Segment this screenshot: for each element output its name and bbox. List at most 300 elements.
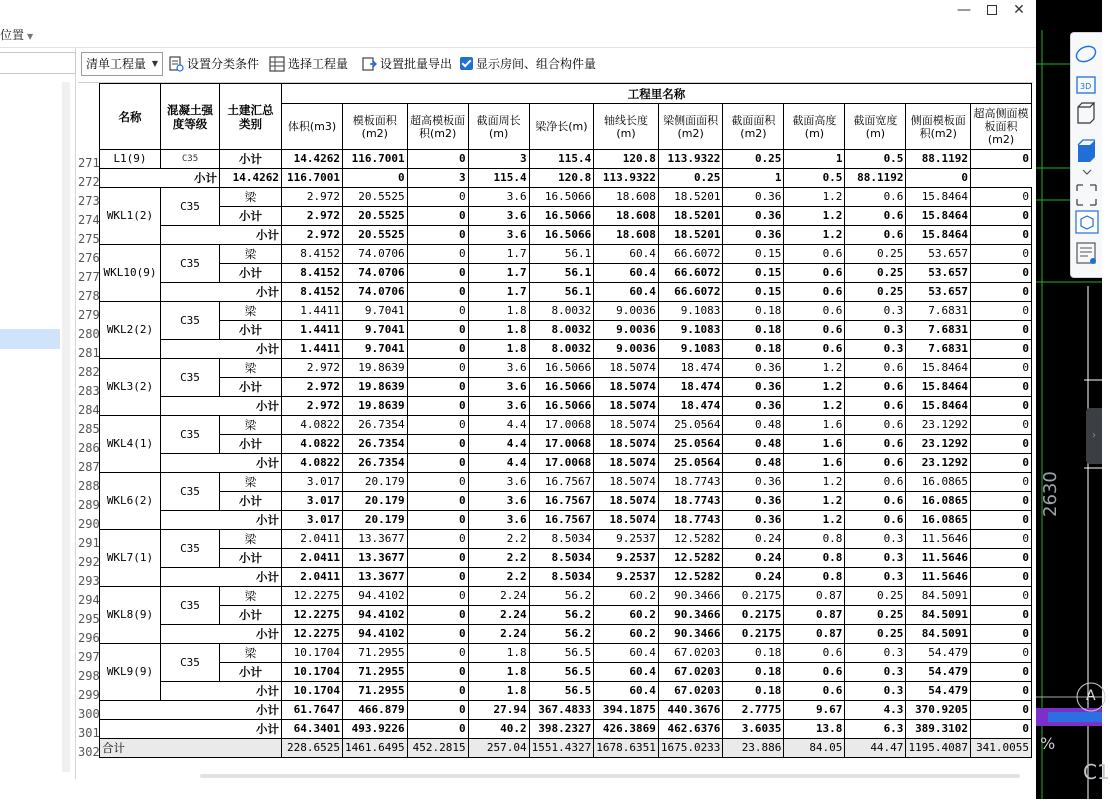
cell-value[interactable]: 90.3466 xyxy=(658,587,723,606)
cell-value[interactable]: 0 xyxy=(971,625,1032,644)
box-view-icon[interactable] xyxy=(1078,103,1094,123)
cell-value[interactable]: 12.5282 xyxy=(658,568,723,587)
cell-value[interactable]: 2.972 xyxy=(282,207,343,226)
cell-value[interactable]: 60.2 xyxy=(594,625,659,644)
cell-value[interactable]: 94.4102 xyxy=(343,625,408,644)
cell-value[interactable]: 1.2 xyxy=(784,492,845,511)
cell-value[interactable]: 16.7567 xyxy=(529,473,594,492)
table-row[interactable] xyxy=(100,644,1032,663)
expand-toggle-icon[interactable] xyxy=(1083,170,1091,174)
cell-value[interactable]: 9.7041 xyxy=(343,321,408,340)
cell-value[interactable]: 60.4 xyxy=(594,644,659,663)
cell-value[interactable]: 440.3676 xyxy=(658,701,723,720)
cell-value[interactable]: 18.5074 xyxy=(594,473,659,492)
cell-value[interactable]: 0.6 xyxy=(845,416,906,435)
cell-value[interactable]: 25.0564 xyxy=(658,454,723,473)
scrollbar-thumb[interactable] xyxy=(200,774,1020,778)
row-number[interactable]: 293 xyxy=(78,574,100,588)
cell-value[interactable]: 0 xyxy=(971,454,1032,473)
table-row[interactable] xyxy=(100,549,1032,568)
cell-value[interactable]: 74.0706 xyxy=(343,283,408,302)
cell-value[interactable]: 4.3 xyxy=(845,701,906,720)
cell-value[interactable]: 9.7041 xyxy=(343,340,408,359)
cell-value[interactable]: 3.6 xyxy=(468,359,529,378)
cell-type[interactable]: 小计 xyxy=(220,606,282,625)
header-col-7[interactable]: 截面面积(m2) xyxy=(723,104,784,150)
row-number[interactable]: 286 xyxy=(78,441,100,455)
cell-value[interactable]: 493.9226 xyxy=(343,720,408,739)
row-number[interactable]: 297 xyxy=(78,650,100,664)
cell-value[interactable]: 12.5282 xyxy=(658,530,723,549)
cell-value[interactable]: 27.94 xyxy=(468,701,529,720)
row-number[interactable]: 285 xyxy=(78,422,100,436)
cell-value[interactable]: 0.18 xyxy=(723,302,784,321)
cell-value[interactable]: 0.6 xyxy=(845,511,906,530)
table-row[interactable] xyxy=(100,321,1032,340)
cell-value[interactable]: 1.8 xyxy=(468,340,529,359)
cell-grade[interactable]: C35 xyxy=(161,150,220,169)
cell-value[interactable]: 0.36 xyxy=(723,511,784,530)
cell-value[interactable]: 0 xyxy=(407,454,468,473)
table-row[interactable] xyxy=(100,606,1032,625)
cell-value[interactable]: 1.2 xyxy=(784,188,845,207)
cell-value[interactable]: 1.6 xyxy=(784,416,845,435)
cell-value[interactable]: 18.5074 xyxy=(594,511,659,530)
left-selected-item[interactable] xyxy=(0,329,60,349)
cell-value[interactable]: 0.6 xyxy=(845,492,906,511)
cell-grade[interactable]: C35 xyxy=(161,644,220,682)
cell-value[interactable]: 11.5646 xyxy=(906,549,971,568)
row-number[interactable]: 292 xyxy=(78,555,100,569)
cell-value[interactable]: 1.8 xyxy=(468,682,529,701)
cell-value[interactable]: 1.2 xyxy=(784,207,845,226)
cell-value[interactable]: 56.5 xyxy=(529,663,594,682)
cell-value[interactable]: 0 xyxy=(407,416,468,435)
table-row[interactable] xyxy=(100,283,1032,302)
cell-value[interactable]: 0.3 xyxy=(845,530,906,549)
row-number[interactable]: 291 xyxy=(78,536,100,550)
row-number[interactable]: 302 xyxy=(78,745,100,759)
cell-value[interactable]: 4.0822 xyxy=(282,416,343,435)
row-number[interactable]: 276 xyxy=(78,251,100,265)
cell-value[interactable]: 0 xyxy=(407,226,468,245)
header-col-10[interactable]: 侧面模板面积(m2) xyxy=(906,104,971,150)
cell-value[interactable]: 23.886 xyxy=(723,739,784,758)
cell-subtotal-label[interactable]: 小计 xyxy=(161,283,282,302)
cell-subtotal-label[interactable]: 小计 xyxy=(100,169,220,188)
cell-value[interactable]: 0.18 xyxy=(723,644,784,663)
cell-value[interactable]: 10.1704 xyxy=(282,682,343,701)
cell-value[interactable]: 0.36 xyxy=(723,397,784,416)
cell-value[interactable]: 0 xyxy=(971,720,1032,739)
cell-type[interactable]: 梁 xyxy=(220,530,282,549)
cell-value[interactable]: 1.7 xyxy=(468,264,529,283)
cell-value[interactable]: 8.4152 xyxy=(282,283,343,302)
table-row[interactable] xyxy=(100,188,1032,207)
cell-value[interactable]: 3.6 xyxy=(468,207,529,226)
cell-value[interactable]: 26.7354 xyxy=(343,416,408,435)
cell-value[interactable]: 19.8639 xyxy=(343,397,408,416)
header-col-6[interactable]: 梁侧面面积(m2) xyxy=(658,104,723,150)
cell-value[interactable]: 20.5525 xyxy=(343,188,408,207)
cell-value[interactable]: 2.24 xyxy=(468,606,529,625)
cell-value[interactable]: 0.18 xyxy=(723,663,784,682)
cell-value[interactable]: 1.8 xyxy=(468,663,529,682)
cell-type[interactable]: 梁 xyxy=(220,359,282,378)
cell-value[interactable]: 3.017 xyxy=(282,492,343,511)
cell-value[interactable]: 0 xyxy=(971,568,1032,587)
cell-value[interactable]: 0 xyxy=(407,473,468,492)
table-row[interactable] xyxy=(100,435,1032,454)
cell-value[interactable]: 1.8 xyxy=(468,321,529,340)
header-col-3[interactable]: 截面周长(m) xyxy=(468,104,529,150)
cell-value[interactable]: 0 xyxy=(407,264,468,283)
cell-value[interactable]: 56.1 xyxy=(529,245,594,264)
cell-subtotal-label[interactable]: 小计 xyxy=(161,625,282,644)
cell-value[interactable]: 7.6831 xyxy=(906,302,971,321)
cell-value[interactable]: 116.7001 xyxy=(282,169,343,188)
cell-value[interactable]: 0.18 xyxy=(723,321,784,340)
cell-value[interactable]: 18.608 xyxy=(594,226,659,245)
cell-value[interactable]: 0.25 xyxy=(845,625,906,644)
cell-value[interactable]: 0 xyxy=(906,169,971,188)
cell-value[interactable]: 71.2955 xyxy=(343,644,408,663)
table-row[interactable] xyxy=(100,720,1032,739)
cell-value[interactable]: 0.24 xyxy=(723,549,784,568)
cell-value[interactable]: 0 xyxy=(971,435,1032,454)
cell-name[interactable]: WKL9(9) xyxy=(100,644,161,701)
cell-value[interactable]: 20.5525 xyxy=(343,207,408,226)
cell-name[interactable]: WKL2(2) xyxy=(100,302,161,359)
table-row[interactable] xyxy=(100,359,1032,378)
select-frame-icon[interactable] xyxy=(1077,185,1096,205)
cell-value[interactable]: 0 xyxy=(407,549,468,568)
cell-value[interactable]: 0.6 xyxy=(845,226,906,245)
cell-value[interactable]: 16.0865 xyxy=(906,473,971,492)
table-row[interactable] xyxy=(100,397,1032,416)
cell-name[interactable]: WKL3(2) xyxy=(100,359,161,416)
row-number[interactable]: 300 xyxy=(78,707,100,721)
cell-type[interactable]: 梁 xyxy=(220,587,282,606)
cell-value[interactable]: 3.017 xyxy=(282,473,343,492)
cell-value[interactable]: 60.4 xyxy=(594,245,659,264)
cell-value[interactable]: 23.1292 xyxy=(906,416,971,435)
cell-value[interactable]: 0 xyxy=(407,625,468,644)
cell-value[interactable]: 18.5074 xyxy=(594,492,659,511)
cell-value[interactable]: 16.5066 xyxy=(529,359,594,378)
show-rooms-checkbox[interactable] xyxy=(460,54,596,74)
cell-value[interactable]: 0.36 xyxy=(723,207,784,226)
cell-value[interactable]: 15.8464 xyxy=(906,397,971,416)
table-row[interactable] xyxy=(100,169,1032,188)
rotate-view-icon[interactable] xyxy=(1074,43,1098,64)
table-row[interactable] xyxy=(100,568,1032,587)
cell-value[interactable]: 1.2 xyxy=(784,378,845,397)
cell-type[interactable]: 小计 xyxy=(220,492,282,511)
cell-value[interactable]: 56.1 xyxy=(529,283,594,302)
cell-value[interactable]: 0.3 xyxy=(845,568,906,587)
cell-value[interactable]: 84.5091 xyxy=(906,606,971,625)
cell-value[interactable]: 9.0036 xyxy=(594,302,659,321)
cell-value[interactable]: 2.972 xyxy=(282,226,343,245)
row-number[interactable]: 289 xyxy=(78,498,100,512)
cell-value[interactable]: 2.972 xyxy=(282,359,343,378)
cell-type[interactable]: 小计 xyxy=(220,663,282,682)
cell-value[interactable]: 257.04 xyxy=(468,739,529,758)
cell-value[interactable]: 8.4152 xyxy=(282,245,343,264)
cell-subtotal-label[interactable]: 小计 xyxy=(100,720,282,739)
cell-value[interactable]: 9.1083 xyxy=(658,340,723,359)
cell-value[interactable]: 120.8 xyxy=(594,150,659,169)
cell-value[interactable]: 14.4262 xyxy=(220,169,282,188)
row-number[interactable]: 287 xyxy=(78,460,100,474)
set-classify-button[interactable] xyxy=(168,54,259,74)
quantity-type-select[interactable] xyxy=(81,52,163,76)
cell-value[interactable]: 0.36 xyxy=(723,473,784,492)
cell-value[interactable]: 1.6 xyxy=(784,454,845,473)
cell-value[interactable]: 88.1192 xyxy=(906,150,971,169)
row-number[interactable]: 282 xyxy=(78,365,100,379)
cell-value[interactable]: 0.5 xyxy=(784,169,845,188)
cell-value[interactable]: 0.6 xyxy=(845,397,906,416)
cell-value[interactable]: 0 xyxy=(407,302,468,321)
cell-value[interactable]: 0.3 xyxy=(845,340,906,359)
cell-value[interactable]: 8.5034 xyxy=(529,549,594,568)
cell-value[interactable]: 17.0068 xyxy=(529,416,594,435)
cell-type[interactable]: 小计 xyxy=(220,378,282,397)
cell-value[interactable]: 8.0032 xyxy=(529,302,594,321)
cell-value[interactable]: 0 xyxy=(407,663,468,682)
cell-value[interactable]: 0.2175 xyxy=(723,625,784,644)
cell-value[interactable]: 0 xyxy=(407,492,468,511)
cell-value[interactable]: 67.0203 xyxy=(658,663,723,682)
cell-value[interactable]: 0.18 xyxy=(723,682,784,701)
cell-subtotal-label[interactable]: 小计 xyxy=(161,682,282,701)
cell-value[interactable]: 0.6 xyxy=(845,435,906,454)
cell-value[interactable]: 0 xyxy=(971,226,1032,245)
cell-value[interactable]: 462.6376 xyxy=(658,720,723,739)
cell-value[interactable]: 0.25 xyxy=(845,587,906,606)
cell-value[interactable]: 53.657 xyxy=(906,283,971,302)
cell-value[interactable]: 0.36 xyxy=(723,378,784,397)
cell-value[interactable]: 0 xyxy=(971,606,1032,625)
cell-value[interactable]: 18.608 xyxy=(594,188,659,207)
cell-value[interactable]: 0.3 xyxy=(845,549,906,568)
cell-grade[interactable]: C35 xyxy=(161,530,220,568)
cell-value[interactable]: 8.5034 xyxy=(529,568,594,587)
cell-grade[interactable]: C35 xyxy=(161,245,220,283)
cell-value[interactable]: 0 xyxy=(407,701,468,720)
cell-value[interactable]: 0.87 xyxy=(784,587,845,606)
cell-value[interactable]: 0 xyxy=(971,321,1032,340)
cell-value[interactable]: 0.25 xyxy=(845,264,906,283)
header-grade[interactable]: 混凝土强度等级 xyxy=(161,84,220,150)
cell-value[interactable]: 9.7041 xyxy=(343,302,408,321)
header-col-11[interactable]: 超高侧面模板面积(m2) xyxy=(971,104,1032,150)
cell-value[interactable]: 0 xyxy=(407,644,468,663)
cell-value[interactable]: 4.0822 xyxy=(282,435,343,454)
cell-type[interactable]: 小计 xyxy=(220,150,282,169)
cell-value[interactable]: 16.5066 xyxy=(529,397,594,416)
cell-value[interactable]: 0.5 xyxy=(845,150,906,169)
cell-value[interactable]: 60.4 xyxy=(594,264,659,283)
row-number[interactable]: 295 xyxy=(78,612,100,626)
cell-value[interactable]: 67.0203 xyxy=(658,682,723,701)
cell-value[interactable]: 0.8 xyxy=(784,568,845,587)
table-row[interactable] xyxy=(100,682,1032,701)
cell-value[interactable]: 0.2175 xyxy=(723,606,784,625)
cell-value[interactable]: 115.4 xyxy=(529,150,594,169)
cell-value[interactable]: 0 xyxy=(971,283,1032,302)
cell-value[interactable]: 9.1083 xyxy=(658,302,723,321)
cell-value[interactable]: 0 xyxy=(407,283,468,302)
cell-value[interactable]: 398.2327 xyxy=(529,720,594,739)
cell-type[interactable]: 小计 xyxy=(220,264,282,283)
cell-value[interactable]: 1.4411 xyxy=(282,302,343,321)
cell-value[interactable]: 16.7567 xyxy=(529,511,594,530)
cell-name[interactable]: WKL6(2) xyxy=(100,473,161,530)
cell-value[interactable]: 2.24 xyxy=(468,625,529,644)
table-row[interactable] xyxy=(100,264,1032,283)
cell-value[interactable]: 116.7001 xyxy=(343,150,408,169)
cell-value[interactable]: 13.3677 xyxy=(343,568,408,587)
cell-name[interactable]: WKL7(1) xyxy=(100,530,161,587)
row-number[interactable]: 296 xyxy=(78,631,100,645)
cell-value[interactable]: 18.5074 xyxy=(594,397,659,416)
cell-value[interactable]: 0.36 xyxy=(723,226,784,245)
table-row[interactable] xyxy=(100,454,1032,473)
cell-value[interactable]: 0 xyxy=(971,245,1032,264)
cell-value[interactable]: 54.479 xyxy=(906,663,971,682)
cell-value[interactable]: 6.3 xyxy=(845,720,906,739)
cell-value[interactable]: 10.1704 xyxy=(282,644,343,663)
cell-value[interactable]: 0.24 xyxy=(723,530,784,549)
cell-value[interactable]: 20.5525 xyxy=(343,226,408,245)
cell-value[interactable]: 0 xyxy=(407,606,468,625)
cell-value[interactable]: 0.48 xyxy=(723,416,784,435)
cell-value[interactable]: 3.6 xyxy=(468,397,529,416)
cell-value[interactable]: 452.2815 xyxy=(407,739,468,758)
cell-value[interactable]: 18.5201 xyxy=(658,226,723,245)
cell-value[interactable]: 3 xyxy=(468,150,529,169)
cell-value[interactable]: 0.6 xyxy=(784,340,845,359)
cell-value[interactable]: 25.0564 xyxy=(658,435,723,454)
cell-value[interactable]: 9.67 xyxy=(784,701,845,720)
cell-value[interactable]: 0.6 xyxy=(845,207,906,226)
cell-type[interactable]: 梁 xyxy=(220,644,282,663)
cell-value[interactable]: 18.474 xyxy=(658,397,723,416)
cell-value[interactable]: 3.6 xyxy=(468,473,529,492)
cell-value[interactable]: 15.8464 xyxy=(906,188,971,207)
cell-value[interactable]: 0.15 xyxy=(723,264,784,283)
cell-value[interactable]: 66.6072 xyxy=(658,264,723,283)
cell-value[interactable]: 9.0036 xyxy=(594,340,659,359)
cell-grade[interactable]: C35 xyxy=(161,359,220,397)
row-number[interactable]: 284 xyxy=(78,403,100,417)
cell-value[interactable]: 84.5091 xyxy=(906,625,971,644)
cell-value[interactable]: 18.5201 xyxy=(658,188,723,207)
cell-value[interactable]: 40.2 xyxy=(468,720,529,739)
cell-value[interactable]: 12.2275 xyxy=(282,606,343,625)
component-view-icon[interactable] xyxy=(1076,211,1098,233)
cell-value[interactable]: 0.25 xyxy=(845,606,906,625)
cell-value[interactable]: 2.24 xyxy=(468,587,529,606)
cell-value[interactable]: 17.0068 xyxy=(529,454,594,473)
cell-value[interactable]: 90.3466 xyxy=(658,625,723,644)
cell-value[interactable]: 0 xyxy=(407,321,468,340)
cell-value[interactable]: 7.6831 xyxy=(906,321,971,340)
header-col-0[interactable]: 体积(m3) xyxy=(282,104,343,150)
cell-value[interactable]: 3.6035 xyxy=(723,720,784,739)
cell-value[interactable]: 2.7775 xyxy=(723,701,784,720)
cell-value[interactable]: 13.8 xyxy=(784,720,845,739)
cell-value[interactable]: 120.8 xyxy=(529,169,594,188)
cell-value[interactable]: 11.5646 xyxy=(906,530,971,549)
cell-value[interactable]: 18.5074 xyxy=(594,378,659,397)
cell-value[interactable]: 9.2537 xyxy=(594,568,659,587)
header-col-8[interactable]: 截面高度(m) xyxy=(784,104,845,150)
cell-value[interactable]: 0.36 xyxy=(723,359,784,378)
cell-value[interactable]: 0 xyxy=(407,378,468,397)
cell-value[interactable]: 1.8 xyxy=(468,302,529,321)
cell-value[interactable]: 18.7743 xyxy=(658,511,723,530)
cell-value[interactable]: 15.8464 xyxy=(906,226,971,245)
cell-value[interactable]: 0 xyxy=(407,340,468,359)
cell-value[interactable]: 2.0411 xyxy=(282,530,343,549)
header-col-1[interactable]: 模板面积(m2) xyxy=(343,104,408,150)
cell-value[interactable]: 8.0032 xyxy=(529,321,594,340)
cell-value[interactable]: 20.179 xyxy=(343,492,408,511)
header-col-5[interactable]: 轴线长度(m) xyxy=(594,104,659,150)
cell-name[interactable]: WKL1(2) xyxy=(100,188,161,245)
cell-type[interactable]: 梁 xyxy=(220,473,282,492)
cell-grade[interactable]: C35 xyxy=(161,302,220,340)
cell-value[interactable]: 12.5282 xyxy=(658,549,723,568)
cell-value[interactable]: 19.8639 xyxy=(343,378,408,397)
cell-value[interactable]: 0 xyxy=(407,435,468,454)
cell-value[interactable]: 0 xyxy=(407,511,468,530)
cell-value[interactable]: 20.179 xyxy=(343,511,408,530)
cell-value[interactable]: 0 xyxy=(407,188,468,207)
row-number[interactable]: 275 xyxy=(78,232,100,246)
collapse-side-tab[interactable] xyxy=(1086,408,1102,464)
cell-total-label[interactable]: 合计 xyxy=(100,739,282,758)
cell-value[interactable]: 4.4 xyxy=(468,416,529,435)
cell-value[interactable]: 8.0032 xyxy=(529,340,594,359)
cell-value[interactable]: 0.3 xyxy=(845,321,906,340)
cell-subtotal-label[interactable]: 小计 xyxy=(100,701,282,720)
row-number[interactable]: 278 xyxy=(78,289,100,303)
cell-value[interactable]: 90.3466 xyxy=(658,606,723,625)
cell-value[interactable]: 0.3 xyxy=(845,663,906,682)
cell-value[interactable]: 0 xyxy=(407,568,468,587)
cell-value[interactable]: 26.7354 xyxy=(343,454,408,473)
cell-value[interactable]: 1.4411 xyxy=(282,321,343,340)
cell-value[interactable]: 19.8639 xyxy=(343,359,408,378)
cell-value[interactable]: 0.3 xyxy=(845,302,906,321)
cell-value[interactable]: 1.4411 xyxy=(282,340,343,359)
cell-value[interactable]: 54.479 xyxy=(906,682,971,701)
cell-value[interactable]: 3.6 xyxy=(468,492,529,511)
cell-value[interactable]: 74.0706 xyxy=(343,264,408,283)
cell-value[interactable]: 53.657 xyxy=(906,264,971,283)
row-number[interactable]: 301 xyxy=(78,726,100,740)
cell-value[interactable]: 3.6 xyxy=(468,378,529,397)
cell-value[interactable]: 11.5646 xyxy=(906,568,971,587)
cell-value[interactable]: 0 xyxy=(971,207,1032,226)
table-row[interactable] xyxy=(100,739,1032,758)
cell-value[interactable]: 18.5074 xyxy=(594,435,659,454)
